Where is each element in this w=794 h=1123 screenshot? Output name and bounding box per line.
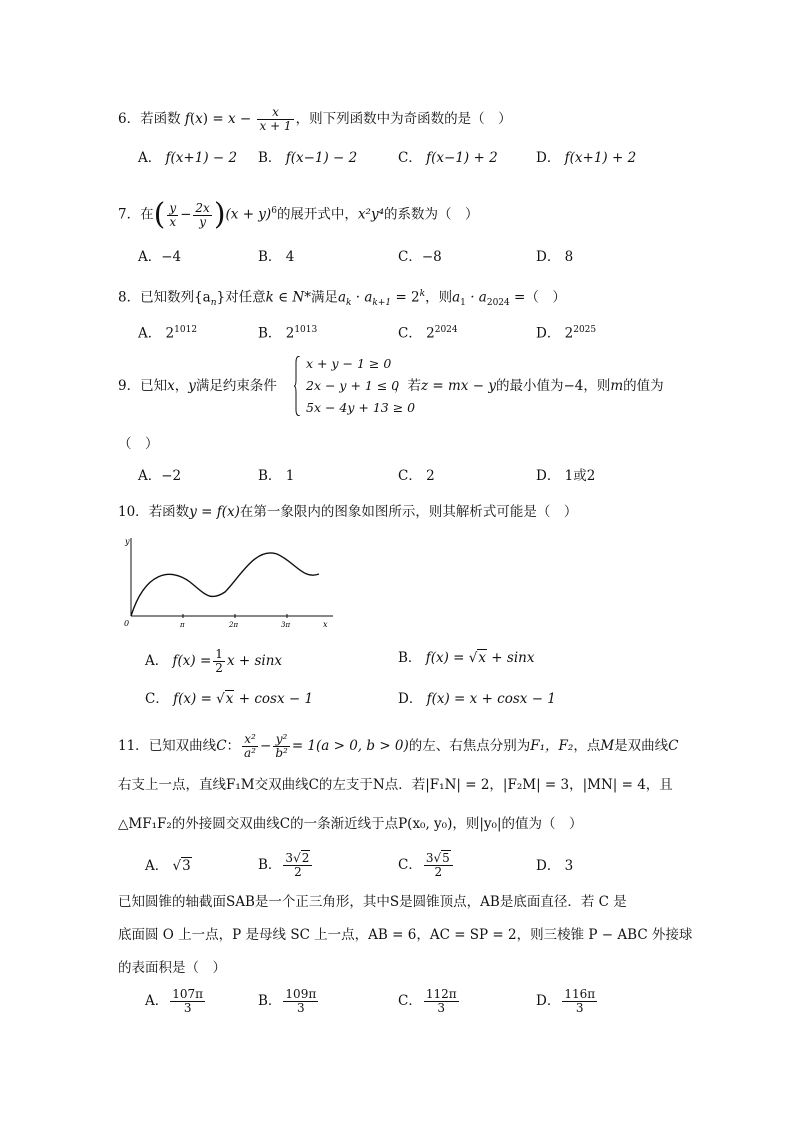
option-c: C． $\frac{3√5}{2}$ [398, 852, 455, 879]
curve [131, 553, 319, 616]
option-c: C． f(x−1) + 2 [398, 150, 498, 166]
origin-label: 0 [124, 619, 130, 628]
option-a: A．−4 [138, 249, 182, 265]
option-c: C． $2^{2024}$ [398, 325, 458, 342]
question-number: 9． [118, 378, 141, 394]
option-a: A．−2 [138, 468, 182, 484]
question-number: 8． [118, 289, 141, 306]
question-7-stem: 7．在( $\frac{y}{x}$ − $\frac{2x}{y}$ )$(x + y)^6$的展开式中，x²y⁴的系数为（ ） [118, 197, 479, 232]
option-d: D． f(x+1) + 2 [536, 150, 637, 166]
option-a: A． $\frac{107\pi}{3}$ [145, 987, 204, 1015]
question-12-line-3: 的表面积是（ ） [118, 960, 226, 976]
question-11-line-2: 右支上一点，直线F₁M交双曲线C的左支于N点．若|F₁N| = 2，|F₂M| = 3，|MN| = 4，且 [118, 777, 673, 793]
option-d: D． $2^{2025}$ [536, 325, 597, 342]
y-axis-label: y [125, 537, 130, 546]
option-d: D． 8 [536, 249, 574, 265]
question-12-line-1: 已知圆锥的轴截面SAB是一个正三角形，其中S是圆锥顶点，AB是底面直径．若 C 是 [118, 894, 627, 910]
question-number: 11． [118, 738, 149, 754]
answer-paren: （ ） [118, 436, 159, 452]
question-11-line-1: 11．已知双曲线C： $\frac{\text{x²}}{\text{a²}}$ − $\frac{\text{y²}}{\text{b²}}$ = 1(a > 0, b > 0)的左、右焦点分别为F₁，F₂，点M是双曲线C [118, 732, 679, 760]
option-b: B． $\frac{3√2}{2}$ [258, 852, 314, 879]
option-d: D． 3 [536, 858, 574, 874]
option-c: C． f(x) = √x + cosx − 1 [145, 691, 314, 707]
question-12-line-2: 底面圆 O 上一点，P 是母线 SC 上一点，AB = 6，AC = SP = 2，则三棱锥 P − ABC 外接球 [118, 927, 693, 943]
question-number: 6． [118, 111, 141, 127]
fraction: $\frac{x}{x + 1}$ [259, 105, 292, 133]
constraint-system: x + y − 1 ≥ 0 2x − y + 1 ≤ 0 5x − 4y + 13 ≥ 0 [306, 356, 416, 415]
option-c: C．−8 [398, 249, 442, 265]
option-b: B． 4 [258, 249, 295, 265]
option-b: B． f(x−1) − 2 [258, 150, 358, 166]
question-number: 7． [118, 206, 141, 223]
option-c: C． 2 [398, 468, 435, 484]
option-a: A． f(x) = $\frac{1}{2}$ x + sinx [145, 647, 282, 675]
tick-label: 2π [229, 621, 239, 629]
question-9-stem-right: ，若z = mx − y的最小值为−4，则m的值为 [394, 378, 664, 394]
tick-label: π [180, 621, 185, 629]
option-b: B． f(x) = √x + sinx [398, 650, 535, 666]
option-b: B． $\frac{109\pi}{3}$ [258, 987, 317, 1015]
option-a: A． f(x+1) − 2 [138, 150, 238, 166]
option-a: A． √3 [145, 858, 191, 874]
question-6-stem: 6．若函数 f(x) = x − $\frac{x}{x + 1}$ ，则下列函数中为奇函数的是（ ） [118, 105, 512, 133]
option-d: D． 1或2 [536, 468, 596, 484]
function-graph [115, 532, 340, 632]
option-d: D． $\frac{116\pi}{3}$ [536, 987, 596, 1015]
option-d: D． f(x) = x + cosx − 1 [398, 691, 556, 707]
question-8-stem: 8．已知数列$\{a_n\}$对任意k ∈ N*满足$a_k \cdot a_{k+1} = 2^k$，则$a_1 \cdot a_{2024}$ =（ ） [118, 289, 566, 309]
question-10-stem: 10．若函数y = f(x)在第一象限内的图象如图所示，则其解析式可能是（ ） [118, 504, 578, 520]
option-c: C． $\frac{112\pi}{3}$ [398, 987, 457, 1015]
option-b: B． $2^{1013}$ [258, 325, 318, 342]
tick-label: 3π [281, 621, 291, 629]
question-9-stem-left: 9．已知x，y满足约束条件 [118, 378, 277, 394]
option-b: B． 1 [258, 468, 295, 484]
question-11-line-3: △MF₁F₂的外接圆交双曲线C的一条渐近线于点P(x₀, y₀)，则|y₀|的值为（ ） [118, 816, 583, 832]
option-a: A． $2^{1012}$ [138, 325, 198, 342]
x-axis-label: x [323, 620, 328, 629]
question-number: 10． [118, 504, 149, 520]
